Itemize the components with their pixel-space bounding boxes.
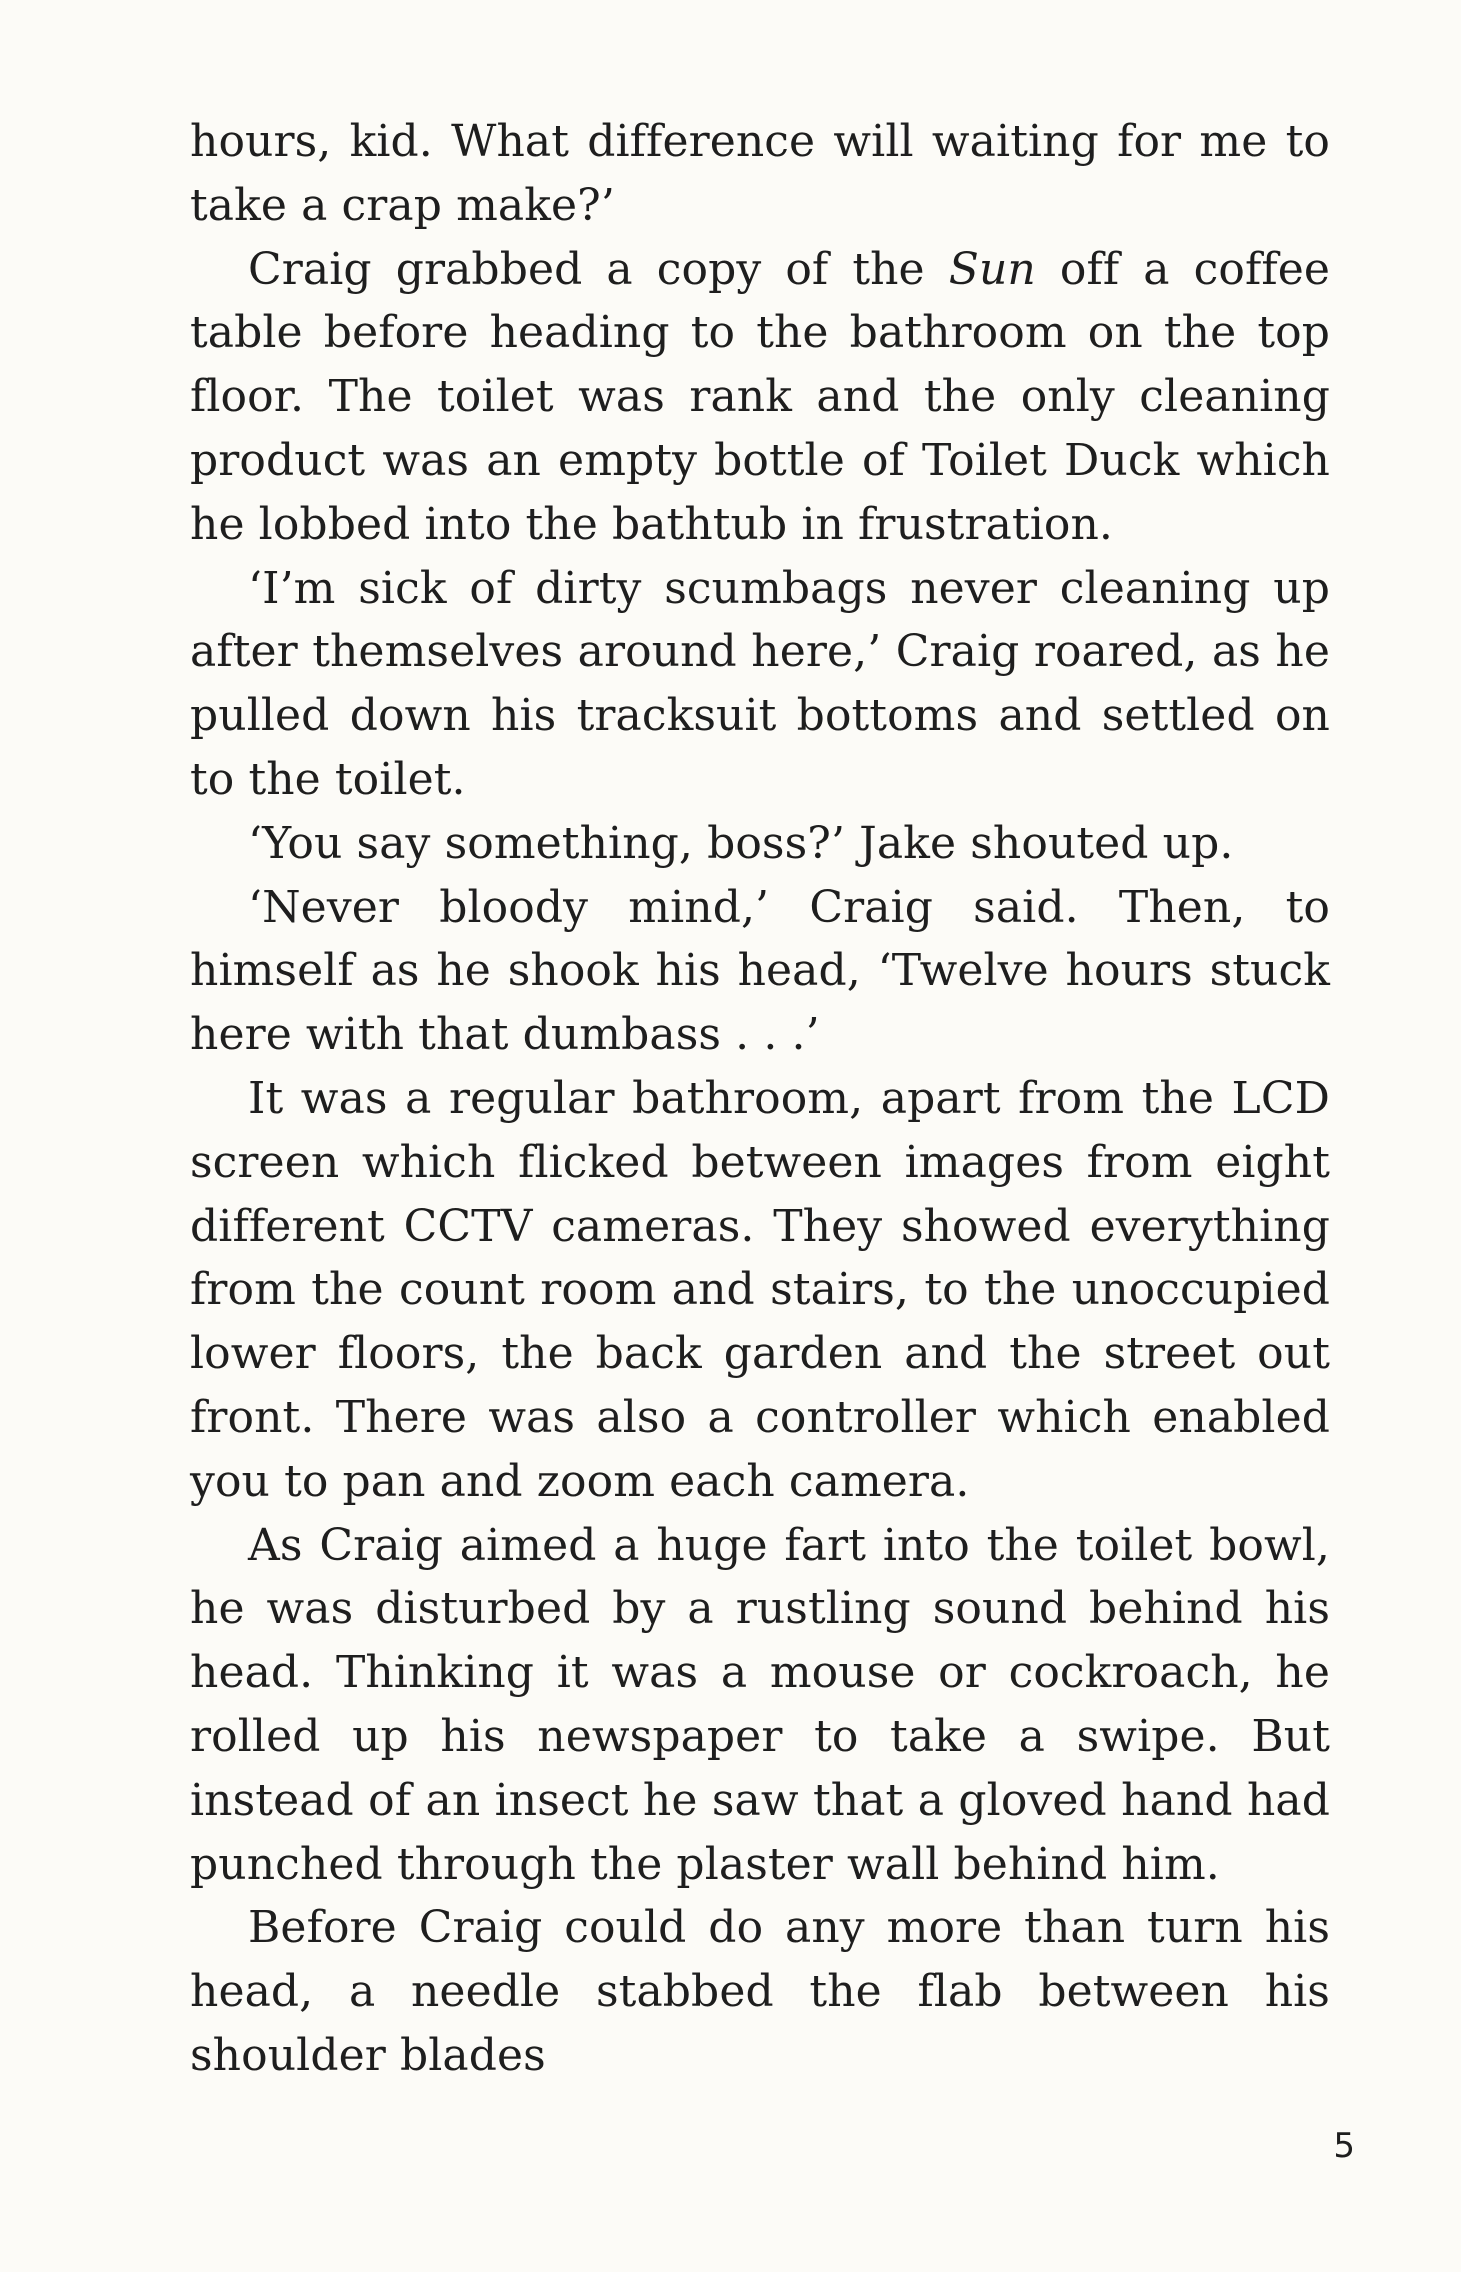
text-run: ‘Never bloody mind,’ Craig said. Then, to himself as he shook his head, ‘Twelve hours stuck here with that dumbass . . .’	[190, 881, 1330, 1061]
paragraph	[190, 1514, 1330, 1897]
text-run: off a coffee table before heading to the bathroom on the top floor. The toilet was rank and the only cleaning product was an empty bottle of Toilet Duck which he lobbed into the bathtub in frustration.	[190, 243, 1330, 550]
paragraph	[190, 1896, 1330, 2087]
paragraph	[190, 557, 1330, 812]
text-run: As Craig aimed a huge fart into the toilet bowl, he was disturbed by a rustling sound behind his head. Thinking it was a mouse or cockroach, he rolled up his newspaper to take a swipe. But instead of an insect he saw that a gloved hand had punched through the plaster wall behind him.	[190, 1519, 1330, 1890]
italic-text-run: Sun	[948, 243, 1036, 295]
body-text	[190, 110, 1330, 2088]
text-run: Before Craig could do any more than turn his head, a needle stabbed the flab between his shoulder blades	[190, 1902, 1330, 2081]
text-run: It was a regular bathroom, apart from the LCD screen which flicked between images from eight different CCTV cameras. They showed everything from the count room and stairs, to the unoccupied lower floors, the back garden and the street out front. There was also a controller which enabled you to pan and zoom each camera.	[190, 1072, 1330, 1507]
paragraph-continuation	[190, 110, 1330, 238]
paragraph	[190, 876, 1330, 1067]
page-number: 5	[1333, 2126, 1355, 2166]
text-run: hours, kid. What difference will waiting for me to take a crap make?’	[190, 116, 1330, 231]
paragraph	[190, 1067, 1330, 1514]
text-run: Craig grabbed a copy of the	[248, 243, 949, 295]
text-run: ‘You say something, boss?’ Jake shouted up.	[248, 817, 1234, 869]
paragraph	[190, 238, 1330, 557]
text-run: ‘I’m sick of dirty scumbags never cleaning up after themselves around here,’ Craig roared, as he pulled down his tracksuit bottoms and settled on to the toilet.	[190, 562, 1330, 805]
paragraph	[190, 812, 1330, 876]
